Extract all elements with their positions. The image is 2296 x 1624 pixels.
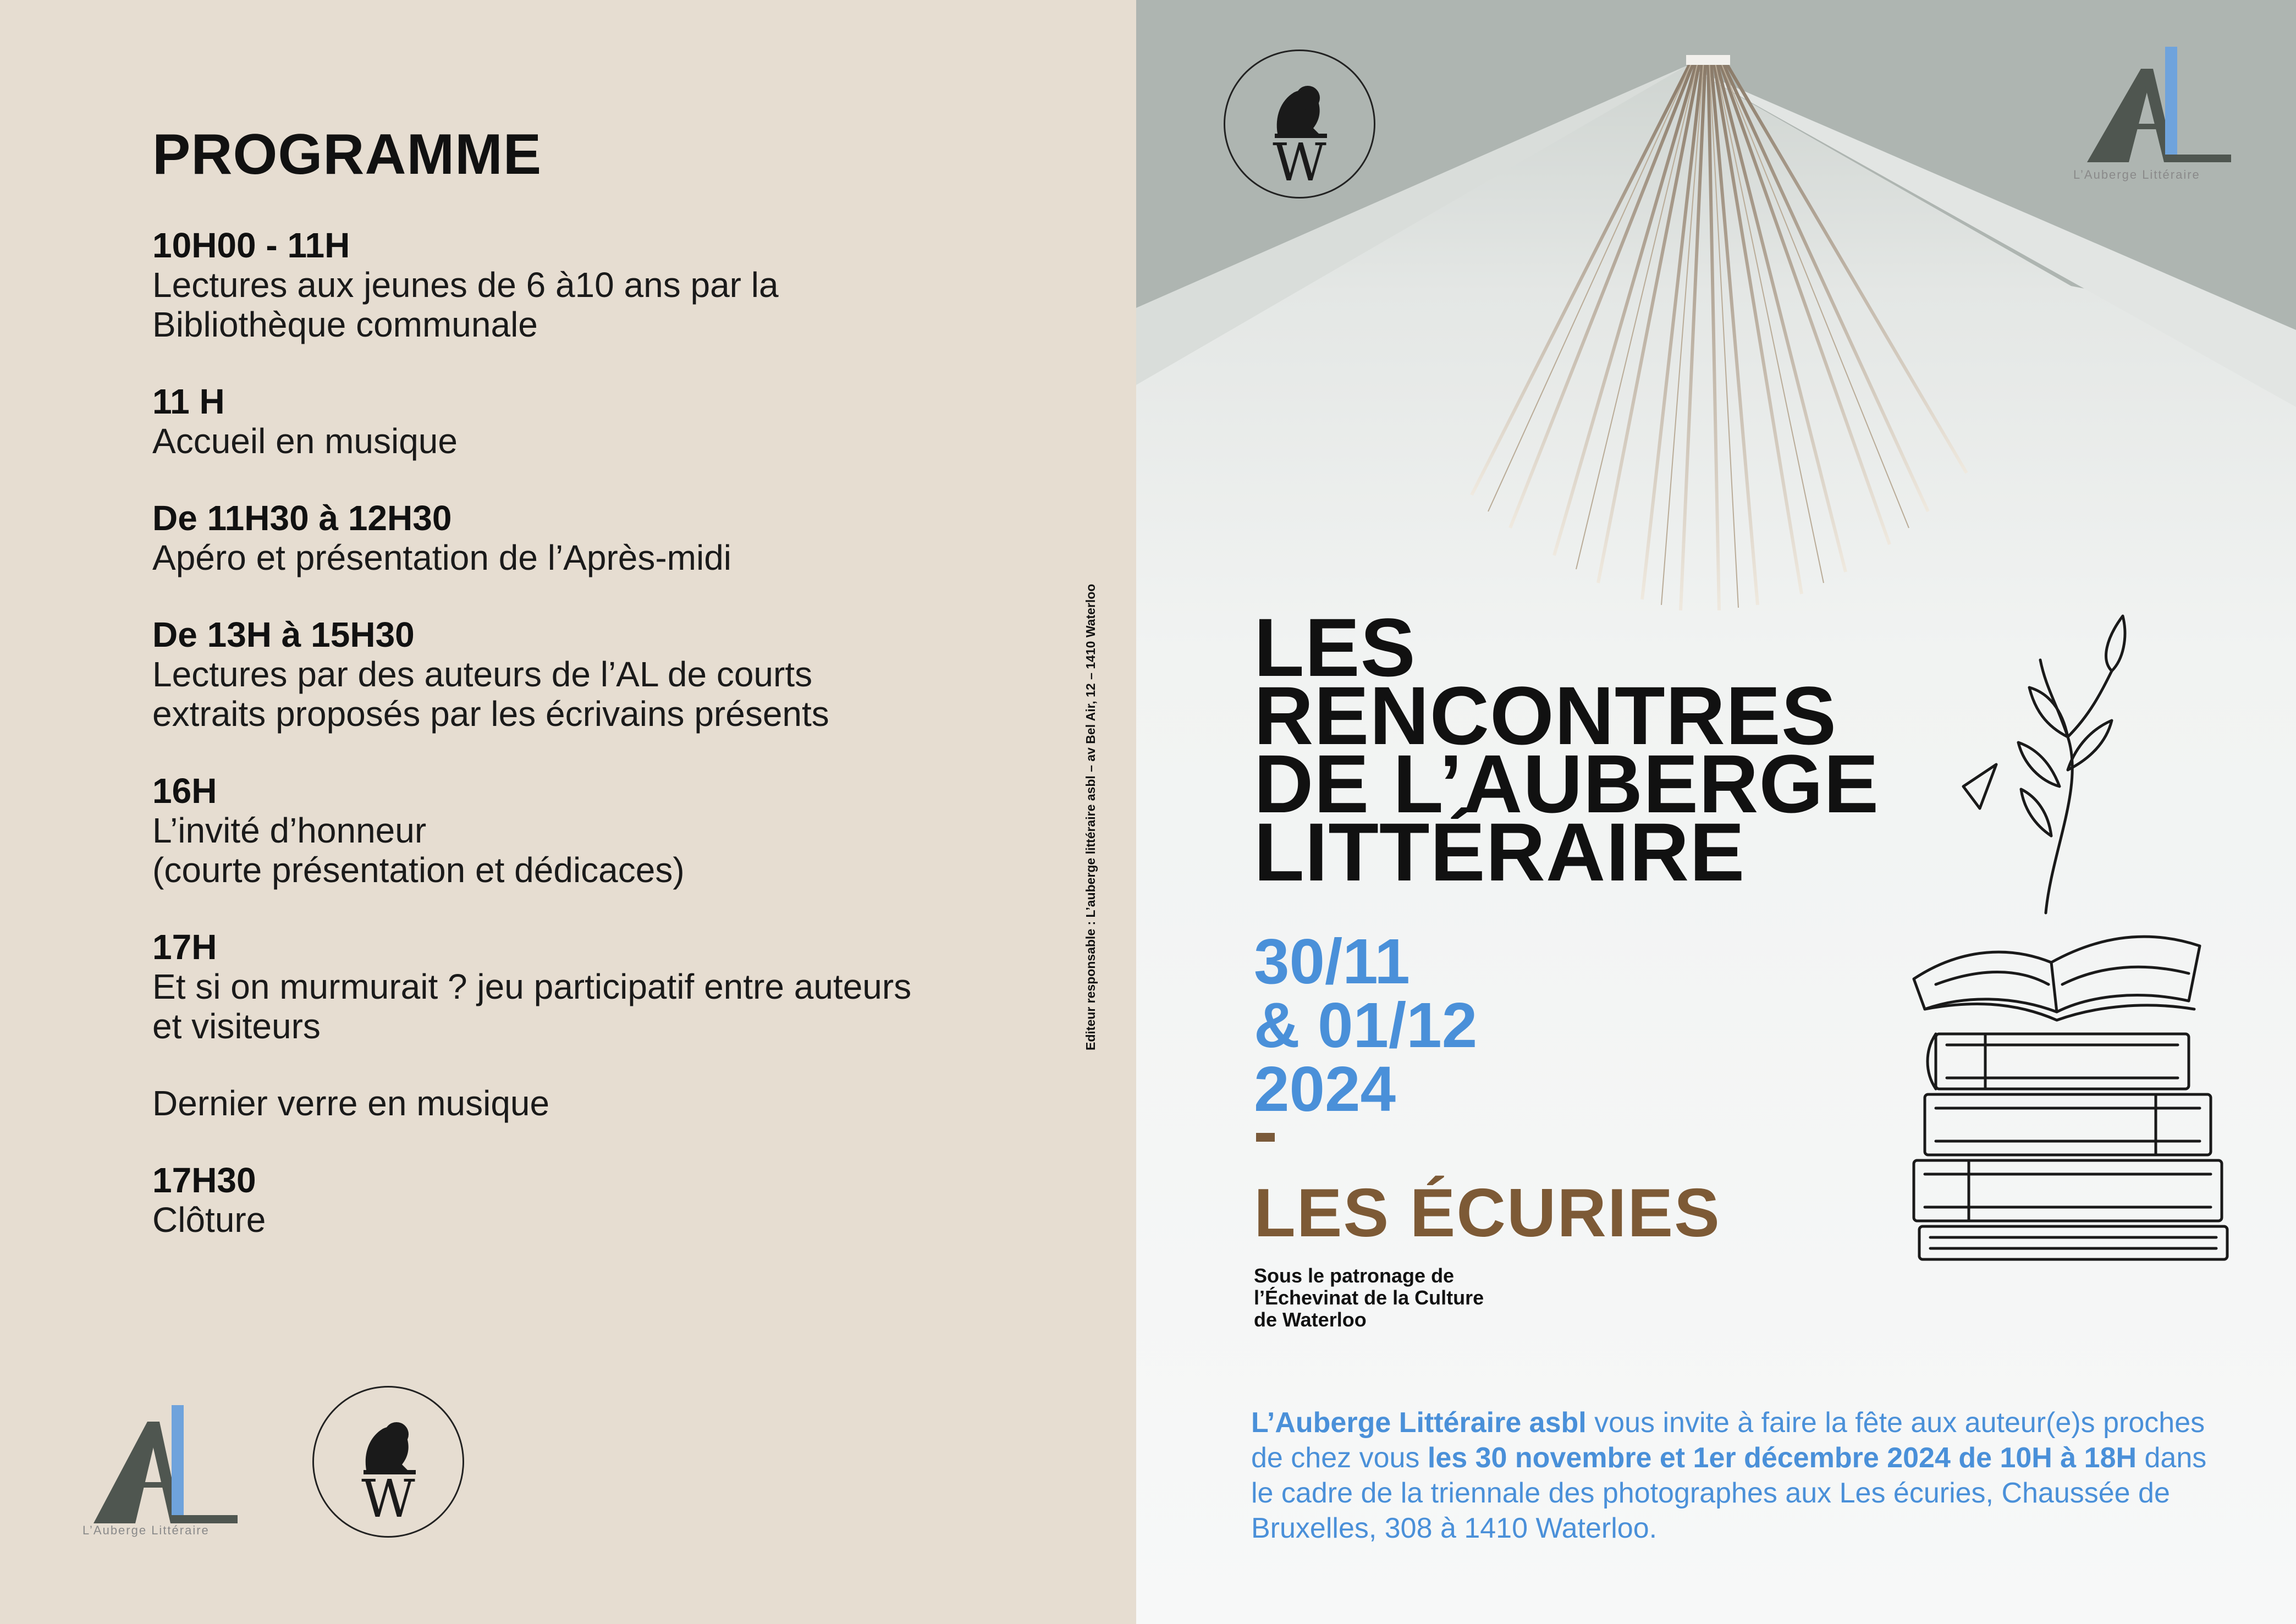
programme-item bbox=[152, 498, 1032, 577]
event-title-line: LES bbox=[1254, 601, 1416, 693]
programme-title: PROGRAMME bbox=[152, 123, 542, 186]
programme-desc: Et si on murmurait ? jeu participatif entre auteurs et visiteurs bbox=[152, 967, 912, 1046]
programme-desc: Lectures aux jeunes de 6 à10 ans par la Bibliothèque communale bbox=[152, 265, 779, 344]
auberge-litteraire-logo bbox=[82, 1400, 247, 1532]
separator-dash bbox=[1256, 1133, 1275, 1142]
event-title bbox=[1254, 601, 1880, 898]
w-letter: W bbox=[1273, 133, 1326, 193]
programme-desc: Apéro et présentation de l’Après-midi bbox=[152, 538, 731, 577]
programme-item bbox=[152, 225, 1032, 344]
programme-desc: Lectures par des auteurs de l’AL de courts extraits proposés par les écrivains présents bbox=[152, 654, 829, 734]
programme-list bbox=[152, 225, 1032, 1277]
waterloo-lion-logo bbox=[312, 1386, 464, 1538]
event-date-line: 2024 bbox=[1254, 1053, 1396, 1125]
invite-location: dans le cadre de la triennale des photographes aux Les écuries, Chaussée de Bruxelles, 308 à 1410 Waterloo. bbox=[1251, 1442, 2207, 1544]
programme-time: 10H00 - 11H bbox=[152, 225, 350, 265]
book-stack-illustration bbox=[1903, 605, 2238, 1265]
programme-time: De 13H à 15H30 bbox=[152, 615, 415, 654]
programme-time: 11 H bbox=[152, 382, 225, 421]
waterloo-lion-logo-top bbox=[1224, 49, 1375, 199]
invite-organizer: L’Auberge Littéraire asbl bbox=[1251, 1407, 1587, 1439]
programme-item bbox=[152, 382, 1032, 461]
w-letter: W bbox=[361, 1469, 415, 1529]
event-venue: LES ÉCURIES bbox=[1254, 1175, 1721, 1251]
event-dates bbox=[1254, 926, 1478, 1125]
programme-desc: Accueil en musique bbox=[152, 421, 458, 461]
patronage-text: Sous le patronage de l’Échevinat de la Culture de Waterloo bbox=[1254, 1264, 1484, 1331]
programme-time: 16H bbox=[152, 771, 217, 811]
programme-desc: Clôture bbox=[152, 1200, 266, 1240]
al-tagline-top: L’Auberge Littéraire bbox=[2073, 168, 2200, 181]
programme-item bbox=[152, 1160, 1032, 1240]
programme-time: 17H bbox=[152, 927, 217, 967]
invite-dates: les 30 novembre et 1er décembre 2024 de 10H à 18H bbox=[1427, 1442, 2137, 1474]
invite-text: vous invite à faire la fête aux auteur(e)s proches de chez vous bbox=[1251, 1407, 2205, 1474]
auberge-litteraire-logo-top bbox=[2076, 47, 2241, 168]
editor-note: Editeur responsable : L’auberge littéraire asbl – av Bel Air, 12 – 1410 Waterloo bbox=[1083, 583, 1098, 1050]
programme-item bbox=[152, 927, 1032, 1046]
programme-desc: Dernier verre en musique bbox=[152, 1083, 550, 1123]
programme-time: De 11H30 à 12H30 bbox=[152, 498, 452, 538]
event-title-line: LITTÉRAIRE bbox=[1254, 806, 1746, 898]
event-title-line: DE L’AUBERGE bbox=[1254, 737, 1880, 830]
al-tagline: L’Auberge Littéraire bbox=[82, 1523, 210, 1537]
programme-item bbox=[152, 1083, 1032, 1123]
programme-item bbox=[152, 771, 1032, 890]
event-date-line: 30/11 bbox=[1254, 926, 1410, 997]
programme-time: 17H30 bbox=[152, 1160, 256, 1200]
programme-desc: L’invité d’honneur (courte présentation et dédicaces) bbox=[152, 811, 685, 890]
event-date-line: & 01/12 bbox=[1254, 989, 1478, 1061]
programme-item bbox=[152, 615, 1032, 734]
invitation-text bbox=[1251, 1405, 2219, 1546]
event-title-line: RENCONTRES bbox=[1254, 669, 1837, 762]
